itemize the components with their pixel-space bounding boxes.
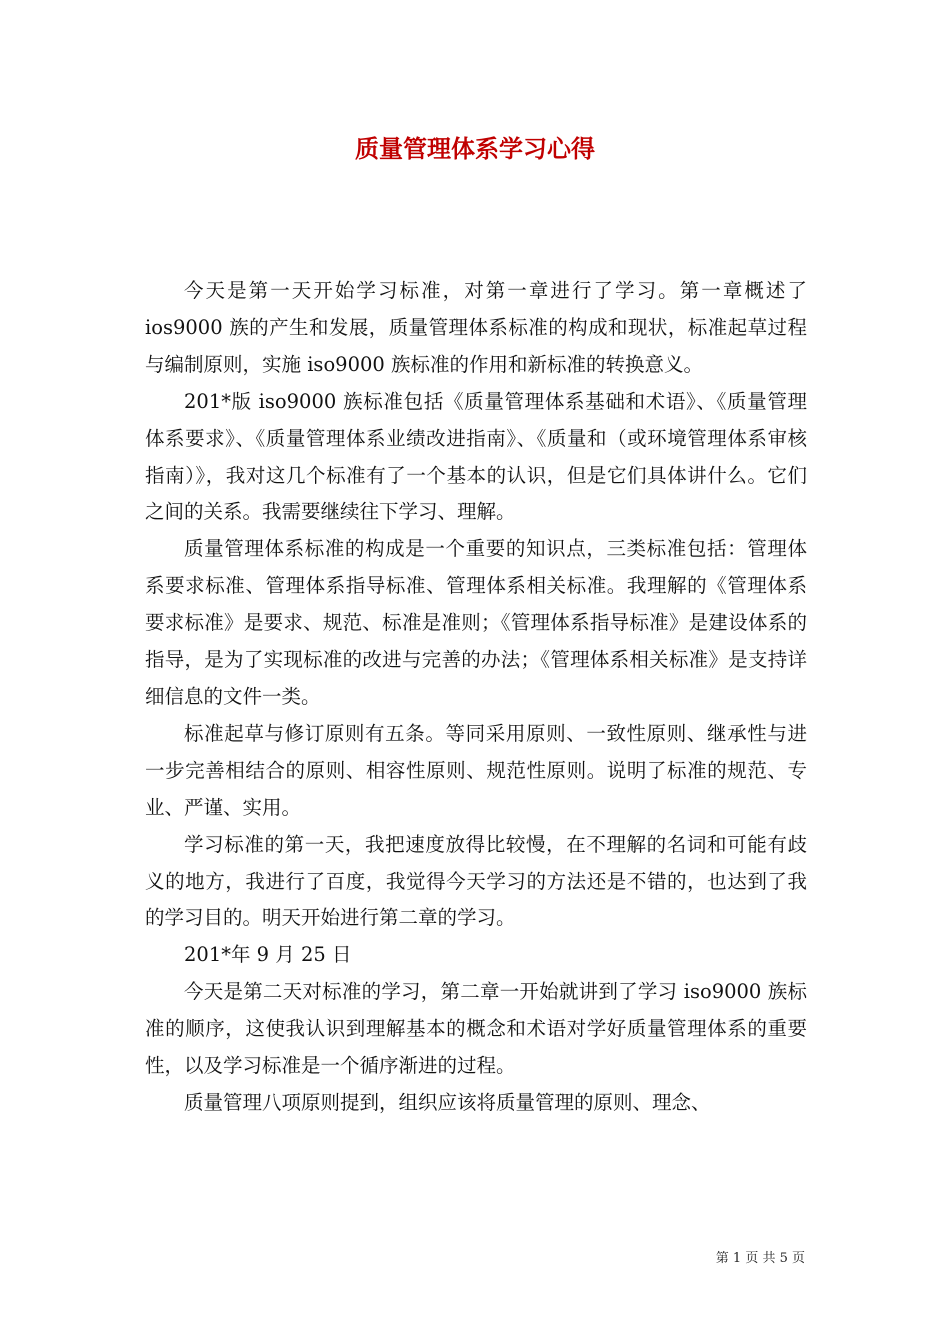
paragraph-5: 学习标准的第一天，我把速度放得比较慢，在不理解的名词和可能有歧义的地方，我进行了百度，我觉得今天学习的方法还是不错的，也达到了我的学习目的。明天开始进行第二章的学习。 [145, 832, 807, 930]
document-title: 质量管理体系学习心得 [355, 134, 595, 163]
paragraph-8: 质量管理八项原则提到，组织应该将质量管理的原则、理念、 [184, 1090, 711, 1114]
page-number-footer: 第 1 页 共 5 页 [715, 1251, 805, 1266]
paragraph-3: 质量管理体系标准的构成是一个重要的知识点，三类标准包括：管理体系要求标准、管理体系指导标准、管理体系相关标准。我理解的《管理体系要求标准》是要求、规范、标准是准则；《管理体系指导标准》是建设体系的指导，是为了实现标准的改进与完善的办法；《管理体系相关标准》是支持详细信息的文件一类。 [145, 537, 807, 708]
paragraph-2: 201*版 iso9000 族标准包括《质量管理体系基础和术语》、《质量管理体系要求》、《质量管理体系业绩改进指南》、《质量和（或环境管理体系审核指南）》，我对这几个标准有了一个基本的认识，但是它们具体讲什么。它们之间的关系。我需要继续往下学习、理解。 [145, 389, 807, 524]
document-body [145, 273, 807, 1122]
date-line: 201*年 9 月 25 日 [184, 943, 352, 967]
paragraph-7: 今天是第二天对标准的学习，第二章一开始就讲到了学习 iso9000 族标准的顺序，这使我认识到理解基本的概念和术语对学好质量管理体系的重要性，以及学习标准是一个循序渐进的过程。 [145, 980, 807, 1078]
paragraph-4: 标准起草与修订原则有五条。等同采用原则、一致性原则、继承性与进一步完善相结合的原则、相容性原则、规范性原则。说明了标准的规范、专业、严谨、实用。 [145, 721, 807, 819]
paragraph-1: 今天是第一天开始学习标准，对第一章进行了学习。第一章概述了 ios9000 族的产生和发展，质量管理体系标准的构成和现状，标准起草过程与编制原则，实施 iso9000 族标准的作用和新标准的转换意义。 [145, 279, 807, 376]
